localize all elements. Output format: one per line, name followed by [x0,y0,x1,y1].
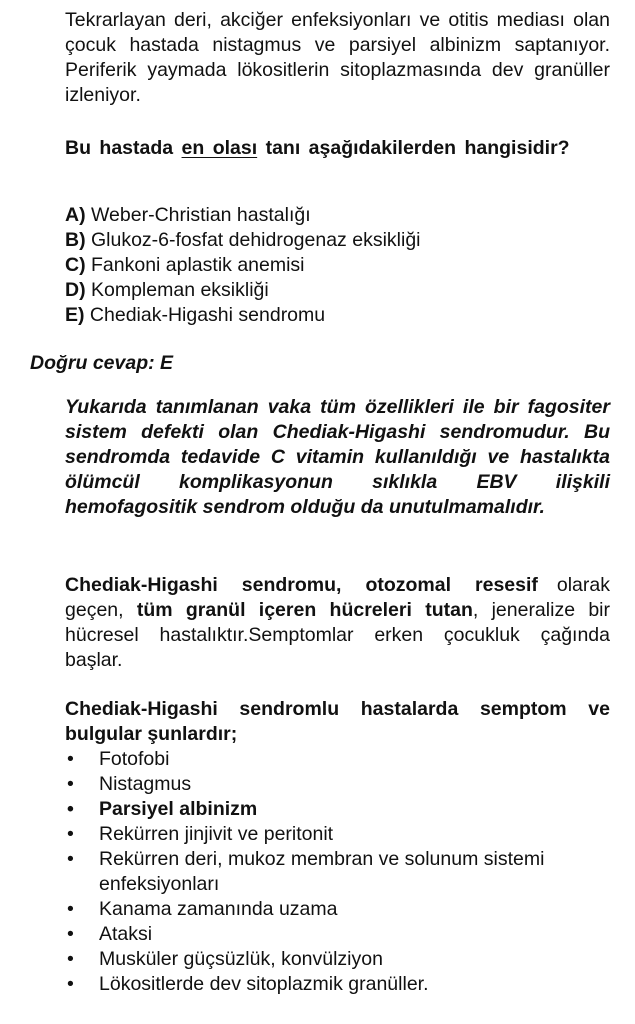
explanation-summary: Yukarıda tanımlanan vaka tüm özellikleri ile bir fagositer sistem defekti olan Chediak-Higashi sendromudur. Bu sendromda tedavide C vitamin kullanıldığı ve hastalıkta ölümcül komplikasyonun sıklıkla EBV ilişkili hemofagositik sendrom olduğu da unutulmamalıdır. [65,396,610,518]
option-e [65,303,610,328]
bullet-icon: • [67,773,74,795]
option-text: Fankoni aplastik anemisi [85,254,305,276]
paragraph-text: olarak geçen, [65,574,610,621]
list-item: • Rekürren deri, mukoz membran ve solunum sistemi enfeksiyonları [67,848,545,895]
option-text: Weber-Christian hastalığı [85,204,311,226]
option-letter: B) [65,229,86,251]
option-letter: D) [65,279,86,301]
symptom-list-heading: Chediak-Higashi sendromlu hastalarda semptom ve bulgular şunlardır; [65,698,610,745]
paragraph-text: , jeneralize bir hücresel hastalıktır.Semptomlar erken çocukluk çağında başlar. [65,599,611,671]
list-item: • Musküler güçsüzlük, konvülziyon [67,948,383,970]
list-item: • Fotofobi [67,748,170,770]
option-text: Chediak-Higashi sendromu [84,304,326,326]
bullet-icon: • [67,948,74,970]
prompt-underlined: en olası [181,137,258,159]
bullet-icon: • [67,848,74,870]
bullet-icon: • [67,823,74,845]
list-item: • Lökositlerde dev sitoplazmik granüller. [67,973,429,995]
bullet-icon: • [67,798,74,820]
option-a [65,203,610,228]
list-item: • Rekürren jinjivit ve peritonit [67,823,334,845]
bullet-icon: • [67,923,74,945]
option-letter: C) [65,254,86,276]
bullet-icon: • [67,898,74,920]
option-text: Glukoz-6-fosfat dehidrogenaz eksikliği [85,229,421,251]
list-item: • Parsiyel albinizm [67,798,258,820]
answer-options [65,203,610,328]
correct-answer-label: Doğru cevap: E [30,352,174,374]
option-letter: A) [65,204,86,226]
list-item: • Ataksi [67,923,153,945]
question-prompt [65,136,610,161]
option-text: Kompleman eksikliği [85,279,269,301]
list-item: • Kanama zamanında uzama [67,898,338,920]
explanation-paragraph [65,573,610,673]
bullet-icon: • [67,973,74,995]
option-c [65,253,610,278]
option-d [65,278,610,303]
option-b [65,228,610,253]
prompt-text-after: tanı aşağıdakilerden hangisidir? [257,137,570,159]
list-item: • Nistagmus [67,773,192,795]
prompt-text-before: Bu hastada [65,137,182,159]
option-letter: E) [65,304,85,326]
affected-cells-bold: tüm granül içeren hücreleri tutan [136,599,473,621]
question-stem: Tekrarlayan deri, akciğer enfeksiyonları ve otitis mediası olan çocuk hastada nistagmus ve parsiyel albinizm saptanıyor. Periferik yaymada lökositlerin sitoplazmasında dev granüller izleniyor. [65,9,610,106]
syndrome-name-bold: Chediak-Higashi sendromu, otozomal resesif [65,574,538,596]
bullet-icon: • [67,748,74,770]
symptom-list [65,747,610,997]
